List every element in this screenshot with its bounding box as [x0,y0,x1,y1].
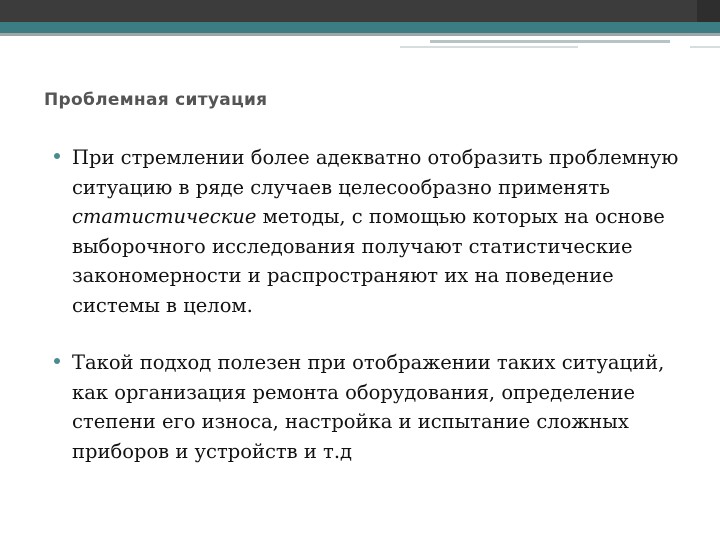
header-teal-bar [0,22,720,33]
header-accent-line [690,46,720,48]
bullet-dot-icon [54,358,60,364]
header-accent-line [430,40,670,43]
header-accent-line [400,46,578,48]
bullet-text-end: методы, с помощью которых на основе выборочного исследования получают статистические закономерности и распространяют их на поведение системы в целом. [72,205,665,317]
header-gray-band [0,33,720,36]
bullet-item [54,143,704,320]
header-dark-bar [0,0,720,22]
bullet-text: Такой подход полезен при отображении таких ситуаций, как организация ремонта оборудования, определение степени его износа, настройка и испытание сложных приборов и устройств и т.д [72,351,665,463]
bullet-dot-icon [54,153,60,159]
bullet-text-emphasis: статистические [72,205,257,228]
header-corner-block [697,0,720,22]
slide-title: Проблемная ситуация [44,90,268,110]
bullet-list [54,143,704,494]
bullet-text-start: При стремлении более адекватно отобразить проблемную ситуацию в ряде случаев целесообразно применять [72,146,679,199]
bullet-item [54,348,704,466]
